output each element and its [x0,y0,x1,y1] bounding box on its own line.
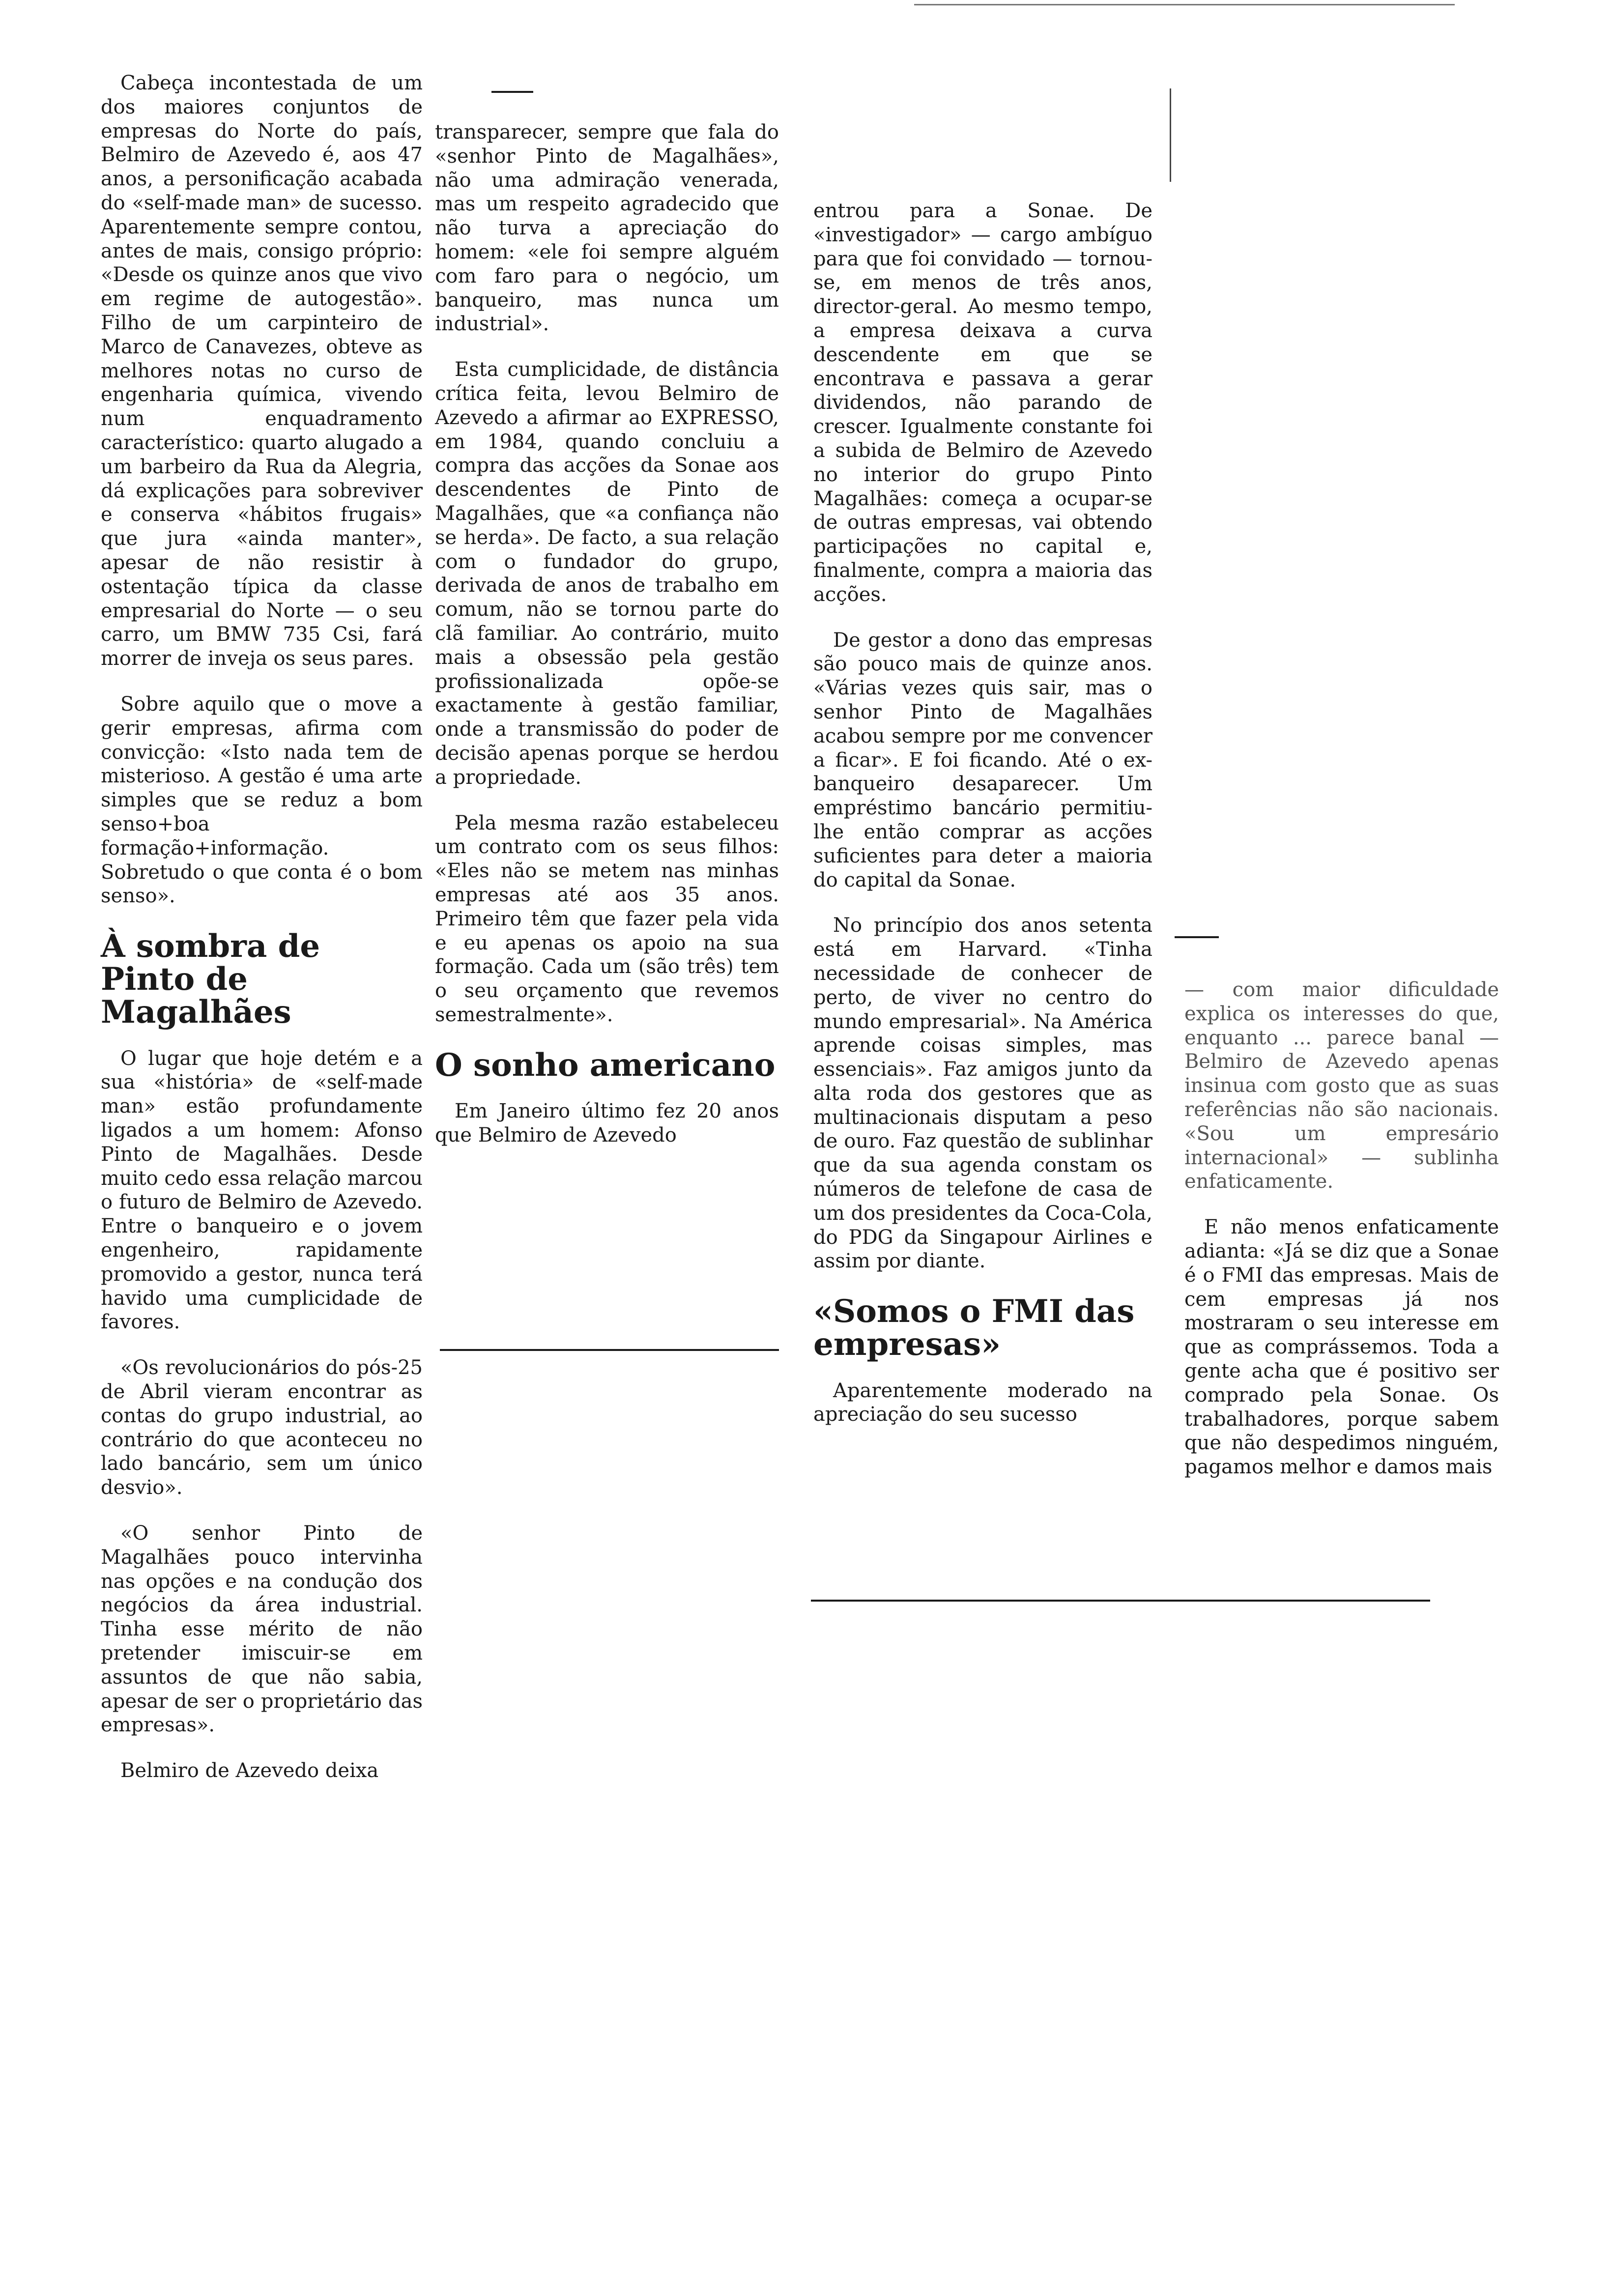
paragraph: Aparentemente moderado na apreciação do seu sucesso [813,1379,1152,1426]
paragraph: Esta cumplicidade, de distância crítica feita, levou Belmiro de Azevedo a afirmar ao EXPRESSO, em 1984, quando concluiu a compra das acções da Sonae aos descendentes de Pinto de Magalhães, que «a confiança não se herda». De facto, a sua relação com o fundador do grupo, derivada de anos de trabalho em comum, não se tornou parte do clã familiar. Ao contrário, muito mais a obsessão pela gestão profissionalizada opõe-se exactamente à gestão familiar, onde a transmissão do poder de decisão apenas porque se herdou a propriedade. [435,358,779,789]
paragraph: transparecer, sempre que fala do «senhor Pinto de Magalhães», não uma admiração venerada, mas um respeito agradecido que não turva a apreciação do homem: «ele foi sempre alguém com faro para o negócio, um banqueiro, mas nunca um industrial». [435,121,779,336]
paragraph: «Os revolucionários do pós-25 de Abril vieram encontrar as contas do grupo industrial, ao contrário do que aconteceu no lado bancário, sem um único desvio». [101,1356,423,1499]
article-column-2 [435,120,779,1147]
article-column-4 [1184,978,1499,1479]
article-column-3 [813,199,1152,1427]
subheading: O sonho americano [435,1046,776,1084]
column-3-bottom-rule [811,1600,1430,1602]
column-3-right-rule [1170,88,1171,182]
paragraph: E não menos enfaticamente adianta: «Já se diz que a Sonae é o FMI das empresas. Mais de cem empresas já nos mostraram o seu interesse em que as comprássemos. Toda a gente acha que é positivo ser comprado pela Sonae. Os trabalhadores, porque sabem que não despedimos ninguém, pagamos melhor e damos mais [1184,1216,1499,1479]
article-column-1 [101,71,423,1783]
paragraph: Belmiro de Azevedo deixa [120,1759,379,1782]
paragraph: entrou para a Sonae. De «investigador» — cargo ambíguo para que foi convidado — tornou-se, em menos de três anos, director-geral. Ao mesmo tempo, a empresa deixava a curva descendente em que se encontrava e passava a gerar dividendos, não parando de crescer. Igualmente constante foi a subida de Belmiro de Azevedo no interior do grupo Pinto Magalhães: começa a ocupar-se de outras empresas, vai obtendo participações no capital e, finalmente, compra a maioria das acções. [813,200,1152,606]
paragraph: — com maior dificuldade explica os interesses do que, enquanto ... parece banal — Belmiro de Azevedo apenas insinua com gosto que as suas referências não são nacionais. «Sou um empresário internacional» — sublinha enfaticamente. [1184,978,1499,1193]
stray-dash [491,91,533,93]
subheading: «Somos o FMI das empresas» [813,1293,1135,1363]
subheading: À sombra de Pinto de Magalhães [101,928,320,1031]
paragraph: No princípio dos anos setenta está em Harvard. «Tinha necessidade de conhecer de perto, de viver no centro do mundo empresarial». Na América aprende coisas simples, mas essenciais». Faz amigos junto da alta roda dos gestores que as multinacionais disputam a peso de ouro. Faz questão de sublinhar que da sua agenda constam os números de telefone de casa de um dos presidentes da Coca-Cola, do PDG da Singapour Airlines e assim por diante. [813,914,1152,1273]
paragraph: Cabeça incontestada de um dos maiores conjuntos de empresas do Norte do país, Belmiro de Azevedo é, aos 47 anos, a personificação acabada do «self-made man» de sucesso. Aparentemente sempre contou, antes de mais, consigo próprio: «Desde os quinze anos que vivo em regime de autogestão». Filho de um carpinteiro de Marco de Canavezes, obteve as melhores notas no curso de engenharia química, vivendo num enquadramento característico: quarto alugado a um barbeiro da Rua da Alegria, dá explicações para sobreviver e conserva «hábitos frugais» que jura «ainda manter», apesar de não resistir à ostentação típica da classe empresarial do Norte — o seu carro, um BMW 735 Csi, fará morrer de inveja os seus pares. [101,72,423,670]
paragraph: Pela mesma razão estabeleceu um contrato com os seus filhos: «Eles não se metem nas minhas empresas até aos 35 anos. Primeiro têm que fazer pela vida e eu apenas os apoio na sua formação. Cada um (são três) tem o seu orçamento que revemos semestralmente». [435,811,779,1026]
paragraph: De gestor a dono das empresas são pouco mais de quinze anos. «Várias vezes quis sair, mas o senhor Pinto de Magalhães acabou sempre por me convencer a ficar». E foi ficando. Até o ex-banqueiro desaparecer. Um empréstimo bancário permitiu-lhe então comprar as acções suficientes para deter a maioria do capital da Sonae. [813,629,1152,891]
paragraph: O lugar que hoje detém e a sua «história» de «self-made man» estão profundamente ligados a um homem: Afonso Pinto de Magalhães. Desde muito cedo essa relação marcou o futuro de Belmiro de Azevedo. Entre o banqueiro e o jovem engenheiro, rapidamente promovido a gestor, nunca terá havido uma cumplicidade de favores. [101,1047,423,1334]
paragraph: Sobre aquilo que o move a gerir empresas, afirma com convicção: «Isto nada tem de misterioso. A gestão é uma arte simples que se reduz a bom senso+boa formação+informação. Sobretudo o que conta é o bom senso». [101,692,423,908]
paragraph: Em Janeiro último fez 20 anos que Belmiro de Azevedo [435,1099,779,1147]
paragraph: «O senhor Pinto de Magalhães pouco intervinha nas opções e na condução dos negócios da área industrial. Tinha esse mérito de não pretender imiscuir-se em assuntos de que não sabia, apesar de ser o proprietário das empresas». [101,1522,423,1737]
column-4-top-dash [1175,936,1219,938]
column-2-bottom-rule [440,1349,779,1351]
top-rule [914,4,1455,5]
